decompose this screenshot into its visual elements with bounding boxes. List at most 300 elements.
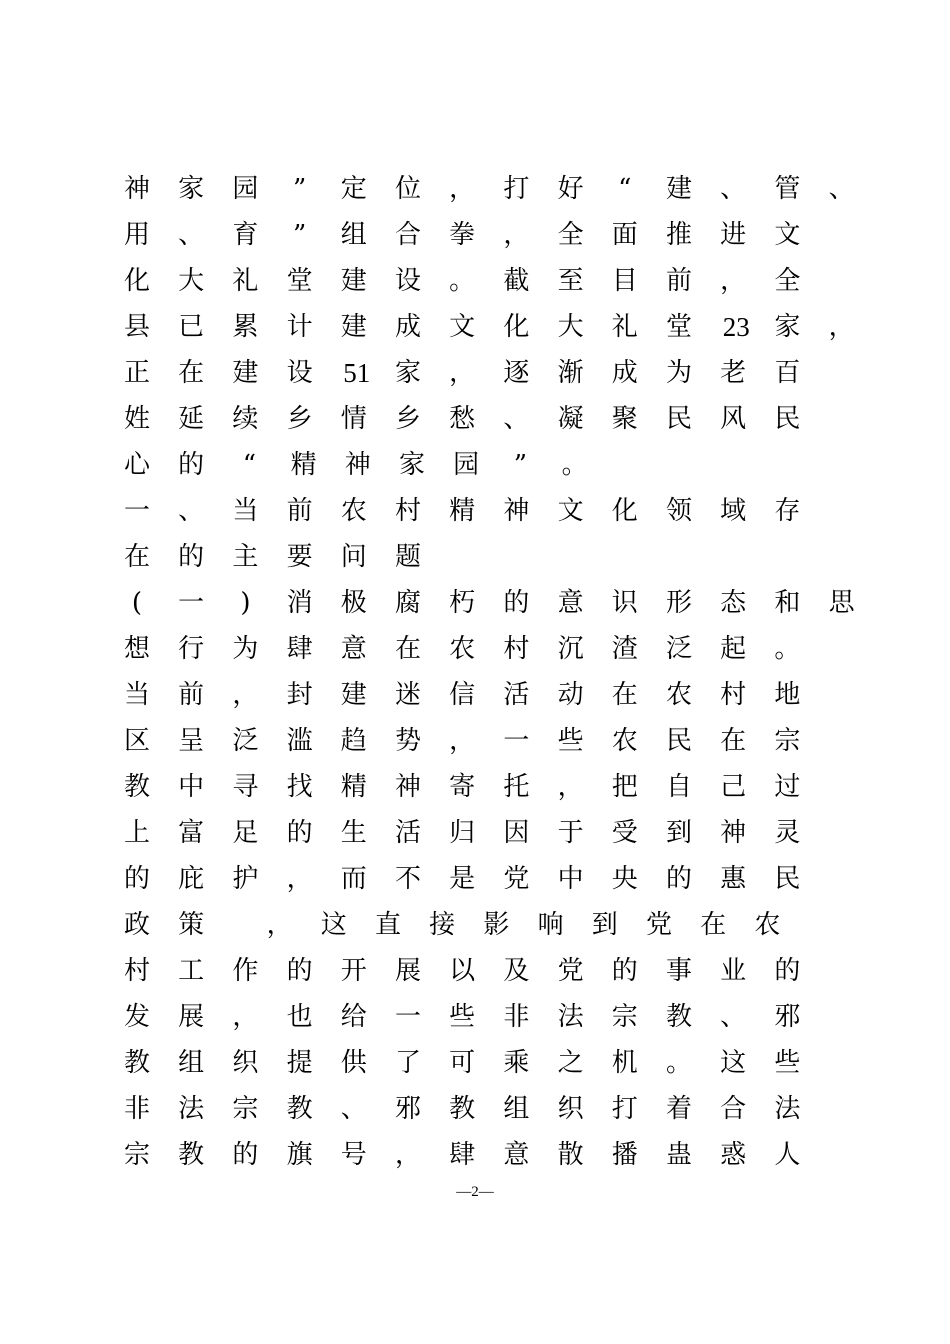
text-char: 建: [340, 312, 367, 342]
text-char: 成: [394, 312, 421, 342]
text-char: 用: [123, 220, 150, 250]
text-char: 意: [340, 634, 367, 664]
text-char: 着: [665, 1094, 692, 1124]
text-char: 宗: [611, 1002, 638, 1032]
text-char: 民: [665, 404, 692, 434]
text-char: 给: [340, 1002, 367, 1032]
text-char: 县: [123, 312, 150, 342]
text-char: 的: [503, 588, 530, 618]
text-char: ”: [513, 450, 528, 480]
text-char: 区: [123, 726, 150, 756]
text-char: 是: [449, 864, 476, 894]
text-char: 为: [665, 358, 692, 388]
text-char: 文: [449, 312, 476, 342]
text-char: 宗: [123, 1140, 150, 1170]
text-char: 事: [665, 956, 692, 986]
text-char: 势: [394, 726, 421, 756]
text-char: 好: [557, 174, 584, 204]
text-char: 和: [774, 588, 801, 618]
text-char: 民: [665, 726, 692, 756]
text-char: 意: [557, 588, 584, 618]
text-char: 全: [557, 220, 584, 250]
text-char: ，: [449, 174, 476, 204]
text-char: 的: [286, 818, 313, 848]
text-char: 呈: [178, 726, 205, 756]
text-char: ，: [232, 1002, 259, 1032]
text-char: 神: [720, 818, 747, 848]
text-char: 教: [123, 772, 150, 802]
text-char: 教: [123, 1048, 150, 1078]
text-char: 乡: [286, 404, 313, 434]
text-line: [123, 994, 923, 1040]
text-char: 找: [286, 772, 313, 802]
text-char: 农: [611, 726, 638, 756]
text-char: 些: [557, 726, 584, 756]
text-char: ，: [720, 266, 747, 296]
text-char: 、: [720, 174, 747, 204]
text-char: 建: [340, 266, 367, 296]
text-char: 一: [503, 726, 530, 756]
text-char: ”: [292, 220, 307, 250]
text-char: 村: [503, 634, 530, 664]
text-char: 。: [774, 634, 801, 664]
text-char: 播: [611, 1140, 638, 1170]
text-char: 封: [286, 680, 313, 710]
text-line: [123, 948, 923, 994]
text-char: 神: [123, 174, 150, 204]
text-char: 组: [503, 1094, 530, 1124]
text-char: 设: [286, 358, 313, 388]
text-char: 业: [720, 956, 747, 986]
text-char: 而: [340, 864, 367, 894]
text-char: 地: [774, 680, 801, 710]
text-char: 朽: [449, 588, 476, 618]
text-char: 自: [665, 772, 692, 802]
text-char: 精: [290, 450, 317, 480]
text-char: 已: [178, 312, 205, 342]
text-char: 民: [774, 864, 801, 894]
text-char: 供: [340, 1048, 367, 1078]
text-char: ): [240, 588, 251, 618]
text-char: 神: [344, 450, 371, 480]
text-char: 教: [286, 1094, 313, 1124]
text-char: 泛: [232, 726, 259, 756]
text-char: 响: [537, 910, 564, 940]
text-char: 腐: [394, 588, 421, 618]
text-char: 蛊: [665, 1140, 692, 1170]
text-char: 家: [398, 450, 425, 480]
text-char: 提: [286, 1048, 313, 1078]
text-char: 前: [286, 496, 313, 526]
text-char: 展: [178, 1002, 205, 1032]
text-char: 这: [720, 1048, 747, 1078]
text-line: [123, 810, 923, 856]
text-char: 建: [340, 680, 367, 710]
text-char: 肆: [286, 634, 313, 664]
text-char: 一: [178, 588, 205, 618]
text-char: 园: [453, 450, 480, 480]
text-char: 堂: [665, 312, 692, 342]
text-char: 成: [611, 358, 638, 388]
text-char: 百: [774, 358, 801, 388]
text-char: 把: [611, 772, 638, 802]
text-char: 些: [449, 1002, 476, 1032]
text-char: 的: [123, 864, 150, 894]
text-char: 、: [178, 220, 205, 250]
text-char: 足: [232, 818, 259, 848]
text-char: 化: [123, 266, 150, 296]
text-char: 灵: [774, 818, 801, 848]
text-line: [123, 166, 923, 212]
text-char: ，: [449, 358, 476, 388]
text-char: 思: [828, 588, 855, 618]
text-char: 情: [340, 404, 367, 434]
text-char: 位: [394, 174, 421, 204]
text-char: 管: [774, 174, 801, 204]
text-char: 人: [774, 1140, 801, 1170]
body-text: [123, 166, 923, 1178]
text-char: 趋: [340, 726, 367, 756]
text-char: 一: [123, 496, 150, 526]
text-char: 风: [720, 404, 747, 434]
text-char: 展: [394, 956, 421, 986]
text-char: 心: [123, 450, 150, 480]
text-char: 想: [123, 634, 150, 664]
text-char: 进: [720, 220, 747, 250]
text-char: 因: [503, 818, 530, 848]
text-char: 乘: [503, 1048, 530, 1078]
text-char: 姓: [123, 404, 150, 434]
text-char: ，: [232, 680, 259, 710]
text-char: 教: [449, 1094, 476, 1124]
text-char: 家: [774, 312, 801, 342]
text-char: ，: [286, 864, 313, 894]
text-char: ，: [503, 220, 530, 250]
text-char: 定: [340, 174, 367, 204]
text-char: 文: [774, 220, 801, 250]
text-char: 肆: [449, 1140, 476, 1170]
text-char: 打: [611, 1094, 638, 1124]
text-char: 意: [503, 1140, 530, 1170]
text-char: 为: [232, 634, 259, 664]
text-char: 在: [178, 358, 205, 388]
text-char: 精: [340, 772, 367, 802]
text-char: 的: [286, 956, 313, 986]
text-char: 村: [123, 956, 150, 986]
text-char: 富: [178, 818, 205, 848]
text-char: 渣: [611, 634, 638, 664]
text-char: 51: [343, 358, 371, 388]
text-char: 、: [340, 1094, 367, 1124]
text-char: 法: [774, 1094, 801, 1124]
text-char: 组: [340, 220, 367, 250]
text-char: 育: [232, 220, 259, 250]
text-char: 生: [340, 818, 367, 848]
text-char: 的: [232, 1140, 259, 1170]
text-line: [123, 534, 923, 580]
text-char: 到: [591, 910, 618, 940]
text-char: 的: [611, 956, 638, 986]
text-line: [123, 258, 923, 304]
text-char: 当: [232, 496, 259, 526]
text-char: 面: [611, 220, 638, 250]
text-char: ，: [266, 910, 293, 940]
text-char: 领: [665, 496, 692, 526]
text-line: [123, 1132, 923, 1178]
text-char: 识: [611, 588, 638, 618]
text-char: 前: [178, 680, 205, 710]
text-char: 护: [232, 864, 259, 894]
text-char: ，: [394, 1140, 421, 1170]
text-char: 归: [449, 818, 476, 848]
text-char: 非: [123, 1094, 150, 1124]
text-char: 老: [720, 358, 747, 388]
text-char: 党: [645, 910, 672, 940]
text-char: 在: [700, 910, 727, 940]
text-char: 于: [557, 818, 584, 848]
text-char: 以: [449, 956, 476, 986]
text-char: 党: [503, 864, 530, 894]
text-char: 建: [232, 358, 259, 388]
text-char: 主: [232, 542, 259, 572]
text-line: [123, 212, 923, 258]
text-char: 也: [286, 1002, 313, 1032]
text-char: 过: [774, 772, 801, 802]
text-line: [123, 488, 923, 534]
text-line: [123, 1040, 923, 1086]
text-char: 中: [178, 772, 205, 802]
text-char: 接: [429, 910, 456, 940]
text-char: 、: [828, 174, 855, 204]
text-line: [123, 350, 923, 396]
text-line: [123, 1086, 923, 1132]
text-char: 化: [503, 312, 530, 342]
text-char: 作: [232, 956, 259, 986]
text-char: 神: [503, 496, 530, 526]
text-char: 存: [774, 496, 801, 526]
text-line: [123, 764, 923, 810]
text-char: 织: [232, 1048, 259, 1078]
text-char: 惠: [720, 864, 747, 894]
text-char: 号: [340, 1140, 367, 1170]
text-char: 域: [720, 496, 747, 526]
text-char: 大: [557, 312, 584, 342]
text-char: 己: [720, 772, 747, 802]
text-char: 、: [720, 1002, 747, 1032]
text-char: 滥: [286, 726, 313, 756]
text-char: 活: [394, 818, 421, 848]
text-char: ”: [292, 174, 307, 204]
text-char: 散: [557, 1140, 584, 1170]
text-char: 到: [665, 818, 692, 848]
text-char: 园: [232, 174, 259, 204]
text-char: 愁: [449, 404, 476, 434]
text-char: 民: [774, 404, 801, 434]
text-char: 渐: [557, 358, 584, 388]
text-char: 农: [449, 634, 476, 664]
text-char: 目: [611, 266, 638, 296]
text-char: 至: [557, 266, 584, 296]
text-char: 可: [449, 1048, 476, 1078]
text-char: ，: [449, 726, 476, 756]
text-char: 累: [232, 312, 259, 342]
text-char: 在: [123, 542, 150, 572]
text-char: 村: [394, 496, 421, 526]
text-char: 组: [178, 1048, 205, 1078]
text-char: 在: [611, 680, 638, 710]
text-char: 宗: [774, 726, 801, 756]
text-char: 逐: [503, 358, 530, 388]
text-char: 要: [286, 542, 313, 572]
text-char: 礼: [232, 266, 259, 296]
text-char: 教: [665, 1002, 692, 1032]
text-char: 教: [178, 1140, 205, 1170]
text-char: 中: [557, 864, 584, 894]
text-char: 不: [394, 864, 421, 894]
text-char: 设: [394, 266, 421, 296]
text-char: 的: [178, 450, 205, 480]
text-char: 题: [394, 542, 421, 572]
text-char: 开: [340, 956, 367, 986]
text-char: 家: [178, 174, 205, 204]
text-char: 截: [503, 266, 530, 296]
text-char: 全: [774, 266, 801, 296]
text-char: 堂: [286, 266, 313, 296]
text-line: [123, 626, 923, 672]
text-line: [123, 856, 923, 902]
text-char: 旗: [286, 1140, 313, 1170]
text-char: 在: [394, 634, 421, 664]
text-char: 法: [557, 1002, 584, 1032]
text-char: 些: [774, 1048, 801, 1078]
text-char: 正: [123, 358, 150, 388]
text-char: 这: [320, 910, 347, 940]
text-char: 沉: [557, 634, 584, 664]
text-char: 农: [340, 496, 367, 526]
text-char: 合: [720, 1094, 747, 1124]
text-char: 在: [720, 726, 747, 756]
text-line: [123, 672, 923, 718]
text-char: 受: [611, 818, 638, 848]
text-char: 。: [561, 450, 588, 480]
text-char: 23: [722, 312, 750, 342]
text-char: 续: [232, 404, 259, 434]
text-char: 宗: [232, 1094, 259, 1124]
text-char: 发: [123, 1002, 150, 1032]
text-char: 聚: [611, 404, 638, 434]
text-line: [123, 580, 923, 626]
text-char: 消: [286, 588, 313, 618]
text-char: 泛: [665, 634, 692, 664]
text-line: [123, 718, 923, 764]
text-char: 寄: [449, 772, 476, 802]
text-char: 及: [503, 956, 530, 986]
text-char: 央: [611, 864, 638, 894]
text-char: 极: [340, 588, 367, 618]
text-char: 策: [178, 910, 205, 940]
text-char: 、: [503, 404, 530, 434]
text-char: 、: [178, 496, 205, 526]
text-char: 礼: [611, 312, 638, 342]
text-char: (: [131, 588, 143, 618]
text-char: 拳: [449, 220, 476, 250]
text-char: “: [242, 450, 257, 480]
text-char: 农: [754, 910, 781, 940]
text-char: 延: [178, 404, 205, 434]
text-char: 庇: [178, 864, 205, 894]
text-char: 推: [665, 220, 692, 250]
text-char: 影: [483, 910, 510, 940]
text-char: 乡: [394, 404, 421, 434]
text-char: 化: [611, 496, 638, 526]
text-char: 邪: [774, 1002, 801, 1032]
text-line: [123, 442, 923, 488]
text-char: 迷: [394, 680, 421, 710]
text-char: 村: [720, 680, 747, 710]
text-char: 动: [557, 680, 584, 710]
text-char: 凝: [557, 404, 584, 434]
text-char: 党: [557, 956, 584, 986]
text-char: 打: [503, 174, 530, 204]
text-char: 法: [178, 1094, 205, 1124]
text-char: 一: [394, 1002, 421, 1032]
text-char: 形: [665, 588, 692, 618]
text-char: 托: [503, 772, 530, 802]
text-char: 直: [374, 910, 401, 940]
text-char: 机: [611, 1048, 638, 1078]
page-number: —2—: [456, 1184, 494, 1200]
text-char: 文: [557, 496, 584, 526]
text-char: 之: [557, 1048, 584, 1078]
text-char: 当: [123, 680, 150, 710]
text-line: [123, 304, 923, 350]
text-char: 信: [449, 680, 476, 710]
text-char: 了: [394, 1048, 421, 1078]
text-char: 的: [774, 956, 801, 986]
text-char: ，: [828, 312, 855, 342]
text-char: 起: [720, 634, 747, 664]
text-char: 精: [449, 496, 476, 526]
text-char: 寻: [232, 772, 259, 802]
text-char: 家: [394, 358, 421, 388]
text-char: 惑: [720, 1140, 747, 1170]
text-char: 的: [665, 864, 692, 894]
text-char: ，: [557, 772, 584, 802]
text-char: 计: [286, 312, 313, 342]
text-char: 邪: [394, 1094, 421, 1124]
text-char: 建: [665, 174, 692, 204]
text-char: 农: [665, 680, 692, 710]
text-char: 织: [557, 1094, 584, 1124]
text-char: 非: [503, 1002, 530, 1032]
text-line: [123, 902, 923, 948]
text-char: 神: [394, 772, 421, 802]
text-char: 态: [720, 588, 747, 618]
text-char: 活: [503, 680, 530, 710]
text-char: “: [618, 174, 632, 204]
text-char: 工: [178, 956, 205, 986]
text-char: 行: [178, 634, 205, 664]
text-char: 。: [449, 266, 476, 296]
text-char: 的: [178, 542, 205, 572]
text-char: 合: [394, 220, 421, 250]
text-char: 问: [340, 542, 367, 572]
text-char: 。: [665, 1048, 692, 1078]
text-line: [123, 396, 923, 442]
text-char: 上: [123, 818, 150, 848]
text-char: 政: [123, 910, 150, 940]
text-char: 前: [665, 266, 692, 296]
